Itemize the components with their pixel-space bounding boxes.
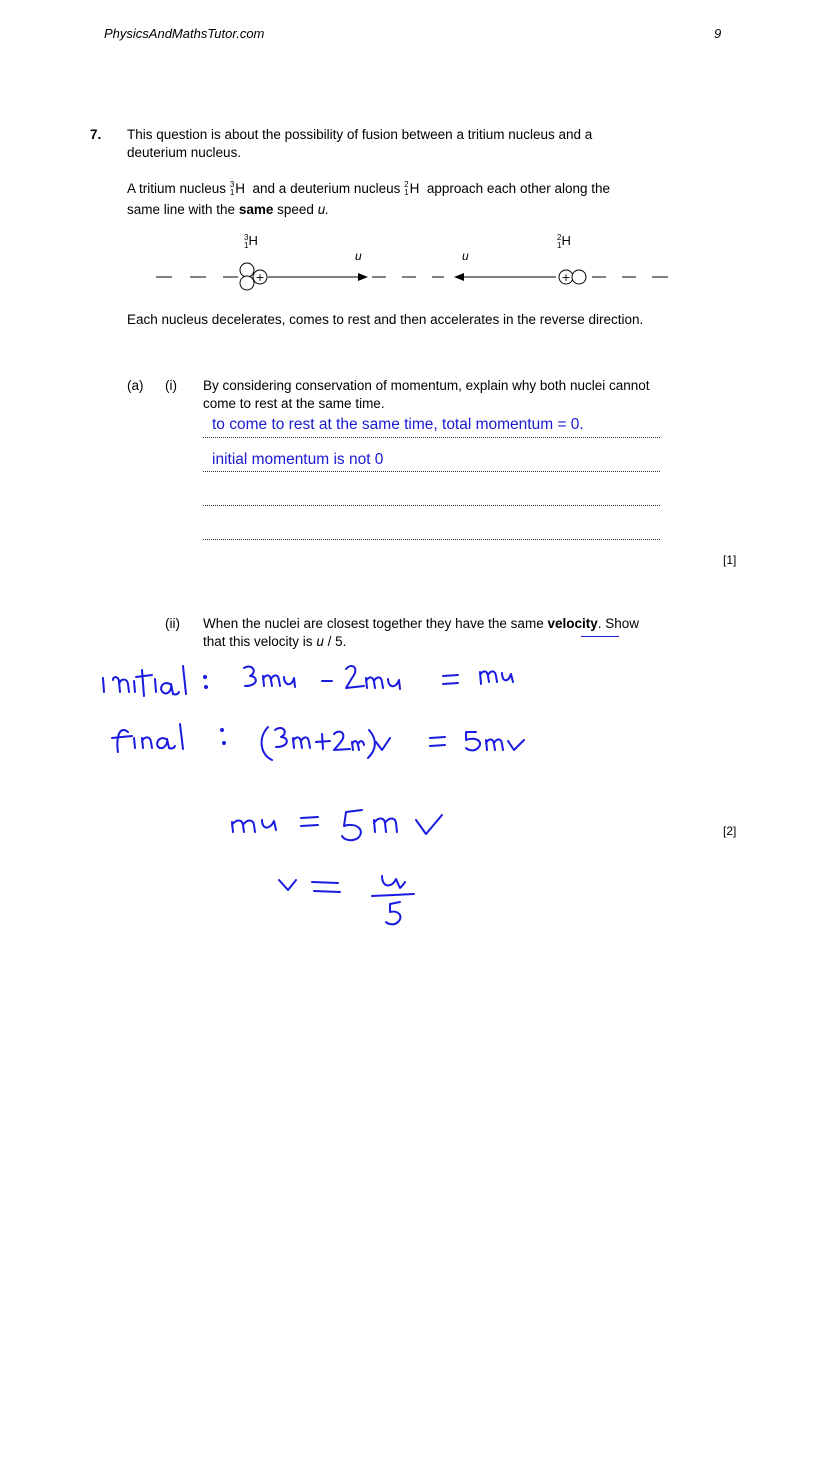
handwritten-working	[0, 650, 828, 950]
tritium-proton-plus: +	[255, 271, 265, 284]
part-ii-label: (ii)	[165, 616, 180, 631]
intro-line-2: deuterium nucleus.	[127, 145, 242, 160]
arrowhead-right-icon	[358, 273, 368, 281]
page-number: 9	[714, 26, 722, 41]
part-i-label: (i)	[165, 378, 177, 393]
answer-line-2: initial momentum is not 0	[212, 451, 384, 468]
handwriting-line-4	[279, 876, 414, 924]
velocity-label-left: u	[355, 249, 362, 263]
desc-part-1: A tritium nucleus	[127, 181, 227, 196]
nuclei-diagram	[0, 228, 828, 298]
answer-dotted-line-3	[203, 505, 660, 506]
answer-dotted-line-4	[203, 539, 660, 540]
velocity-label-right: u	[462, 249, 469, 263]
question-number: 7.	[90, 127, 102, 142]
handwriting-line-2	[112, 724, 524, 760]
deuterium-inline-notation: 2 1	[404, 180, 409, 198]
part-a-i-text: By considering conservation of momentum, explain why both nuclei cannot come to rest at the same time.	[203, 378, 650, 411]
description-line-2: same line with the same speed u.	[127, 202, 329, 217]
handwriting-line-1	[103, 666, 513, 696]
deuterium-inline-symbol: H	[409, 181, 420, 196]
desc-part-3: approach each other along the	[426, 181, 611, 196]
tritium-nucleus-icon	[240, 263, 267, 290]
answer-dotted-line-1	[203, 437, 660, 438]
velocity-underline	[581, 636, 619, 637]
site-header: PhysicsAndMathsTutor.com	[104, 26, 265, 41]
deuterium-label: 2 1 H	[557, 233, 571, 250]
description-line-1	[127, 180, 610, 198]
part-a-label: (a)	[127, 378, 144, 393]
arrowhead-left-icon	[454, 273, 464, 281]
question-intro	[127, 126, 592, 162]
tritium-inline-notation: 3 1	[229, 180, 235, 198]
tritium-inline-symbol: H	[235, 181, 246, 196]
desc-part-2: and a deuterium nucleus	[252, 181, 401, 196]
part-a-ii-text: When the nuclei are closest together they have the same velocity. Show that this velocity is u / 5.	[203, 616, 640, 649]
deceleration-text: Each nucleus decelerates, comes to rest and then accelerates in the reverse direction.	[127, 312, 644, 327]
handwriting-line-3	[232, 810, 442, 840]
marks-a-i: [1]	[723, 553, 737, 567]
answer-line-1: to come to rest at the same time, total momentum = 0.	[212, 416, 584, 433]
marks-a-ii: [2]	[723, 824, 737, 838]
intro-line-1: This question is about the possibility of fusion between a tritium nucleus and a	[127, 127, 593, 142]
deuterium-nucleus-icon	[559, 270, 586, 284]
tritium-label: 3 1 H	[244, 233, 258, 250]
deuterium-proton-plus: +	[561, 271, 571, 284]
answer-dotted-line-2	[203, 471, 660, 472]
